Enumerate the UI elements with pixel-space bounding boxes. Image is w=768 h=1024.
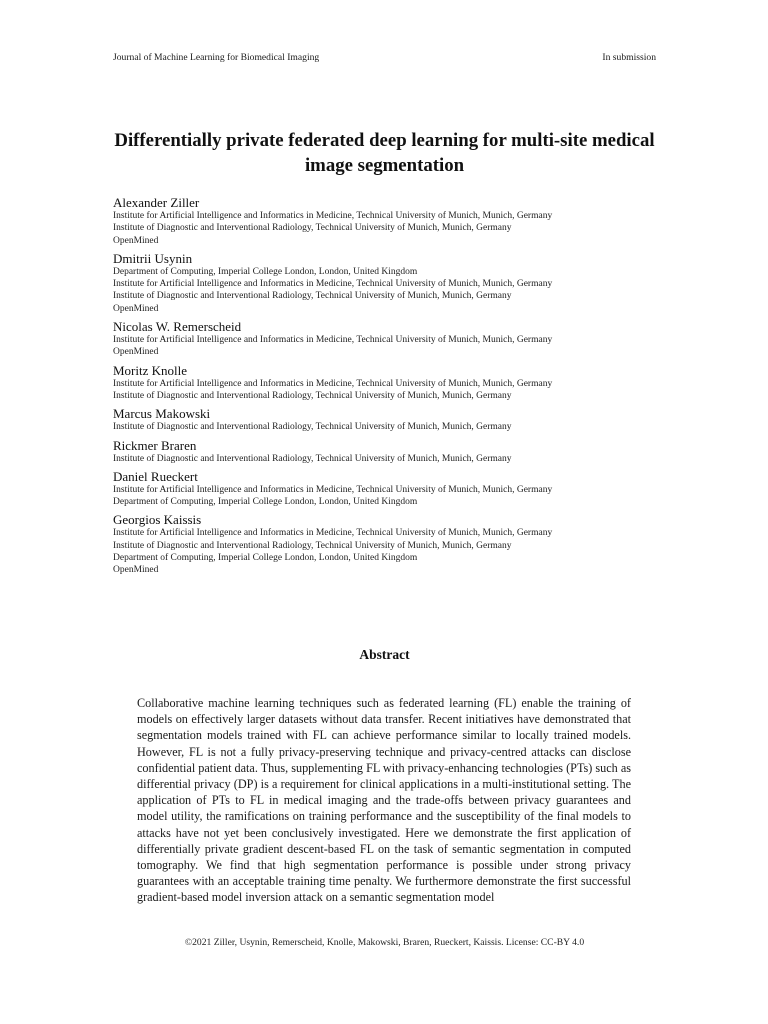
author-affiliation: Institute of Diagnostic and Interventional Radiology, Technical University of Munich, Munich, Germany bbox=[113, 540, 512, 551]
author-affiliation: Department of Computing, Imperial College London, London, United Kingdom bbox=[113, 497, 418, 508]
paper-title: Differentially private federated deep learning for multi-site medical image segmentation bbox=[114, 130, 655, 176]
author-block bbox=[113, 195, 673, 247]
submission-status: In submission bbox=[602, 52, 656, 63]
author-name: Daniel Rueckert bbox=[113, 468, 198, 484]
author-list bbox=[113, 195, 673, 581]
author-affiliation: Department of Computing, Imperial College London, London, United Kingdom bbox=[113, 553, 418, 564]
author-affiliation: Institute of Diagnostic and Interventional Radiology, Technical University of Munich, Munich, Germany bbox=[113, 390, 512, 401]
author-affiliation: Institute of Diagnostic and Interventional Radiology, Technical University of Munich, Munich, Germany bbox=[113, 223, 512, 234]
author-affiliation: Institute for Artificial Intelligence and Informatics in Medicine, Technical University of Munich, Munich, Germany bbox=[113, 484, 553, 495]
author-affiliation: Institute for Artificial Intelligence and Informatics in Medicine, Technical University of Munich, Munich, Germany bbox=[113, 528, 553, 539]
author-name: Nicolas W. Remerscheid bbox=[113, 319, 242, 335]
author-affiliation: Institute of Diagnostic and Interventional Radiology, Technical University of Munich, Munich, Germany bbox=[113, 291, 512, 302]
author-affiliation: OpenMined bbox=[113, 347, 159, 358]
author-affiliation: Institute for Artificial Intelligence and Informatics in Medicine, Technical University of Munich, Munich, Germany bbox=[113, 211, 553, 221]
author-name: Moritz Knolle bbox=[113, 362, 188, 378]
author-affiliation: Department of Computing, Imperial College London, London, United Kingdom bbox=[113, 266, 418, 277]
abstract-text: Collaborative machine learning techniques such as federated learning (FL) enable the training of models on effectively larger datasets without data transfer. Recent initiatives have demonstrated that segmentation models trained with FL can achieve performance similar to locally trained models. However, FL is not a fully privacy-preserving technique and privacy-centred attacks can disclose confidential patient data. Thus, supplementing FL with privacy-enhancing technologies (PTs) such as differential privacy (DP) is a requirement for clinical applications in a multi-institutional setting. The application of PTs to FL in medical imaging and the trade-offs between privacy guarantees and model utility, the ramifications on training performance and the susceptibility of the final models to attacks have not yet been conclusively investigated. Here we demonstrate the first application of differentially private gradient descent-based FL on the task of semantic segmentation in computed tomography. We find that high segmentation performance is possible under strong privacy guarantees with an acceptable training time penalty. We furthermore demonstrate the first successful gradient-based model inversion attack on a semantic segmentation model bbox=[137, 696, 631, 905]
author-block bbox=[113, 363, 673, 403]
author-affiliation: Institute of Diagnostic and Interventional Radiology, Technical University of Munich, Munich, Germany bbox=[113, 453, 512, 464]
author-affiliation: Institute for Artificial Intelligence and Informatics in Medicine, Technical University of Munich, Munich, Germany bbox=[113, 378, 553, 389]
copyright-footer: ©2021 Ziller, Usynin, Remerscheid, Knolle, Makowski, Braren, Rueckert, Kaissis. License: CC-BY 4.0 bbox=[184, 937, 585, 948]
journal-name: Journal of Machine Learning for Biomedical Imaging bbox=[113, 52, 320, 63]
author-block bbox=[113, 512, 673, 576]
author-block bbox=[113, 319, 673, 359]
author-block bbox=[113, 469, 673, 509]
author-affiliation: OpenMined bbox=[113, 303, 159, 314]
author-block bbox=[113, 438, 673, 465]
author-name: Dmitrii Usynin bbox=[113, 250, 193, 266]
author-affiliation: Institute for Artificial Intelligence and Informatics in Medicine, Technical University of Munich, Munich, Germany bbox=[113, 279, 553, 290]
author-affiliation: OpenMined bbox=[113, 235, 159, 246]
author-name: Marcus Makowski bbox=[113, 406, 211, 422]
abstract-heading: Abstract bbox=[359, 647, 410, 662]
author-affiliation: OpenMined bbox=[113, 565, 159, 576]
author-name: Rickmer Braren bbox=[113, 437, 197, 453]
author-affiliation: Institute of Diagnostic and Interventional Radiology, Technical University of Munich, Munich, Germany bbox=[113, 422, 512, 433]
author-name: Alexander Ziller bbox=[113, 195, 200, 210]
author-block bbox=[113, 251, 673, 315]
author-affiliation: Institute for Artificial Intelligence and Informatics in Medicine, Technical University of Munich, Munich, Germany bbox=[113, 335, 553, 346]
author-block bbox=[113, 406, 673, 433]
running-header bbox=[113, 52, 656, 66]
author-name: Georgios Kaissis bbox=[113, 512, 202, 528]
